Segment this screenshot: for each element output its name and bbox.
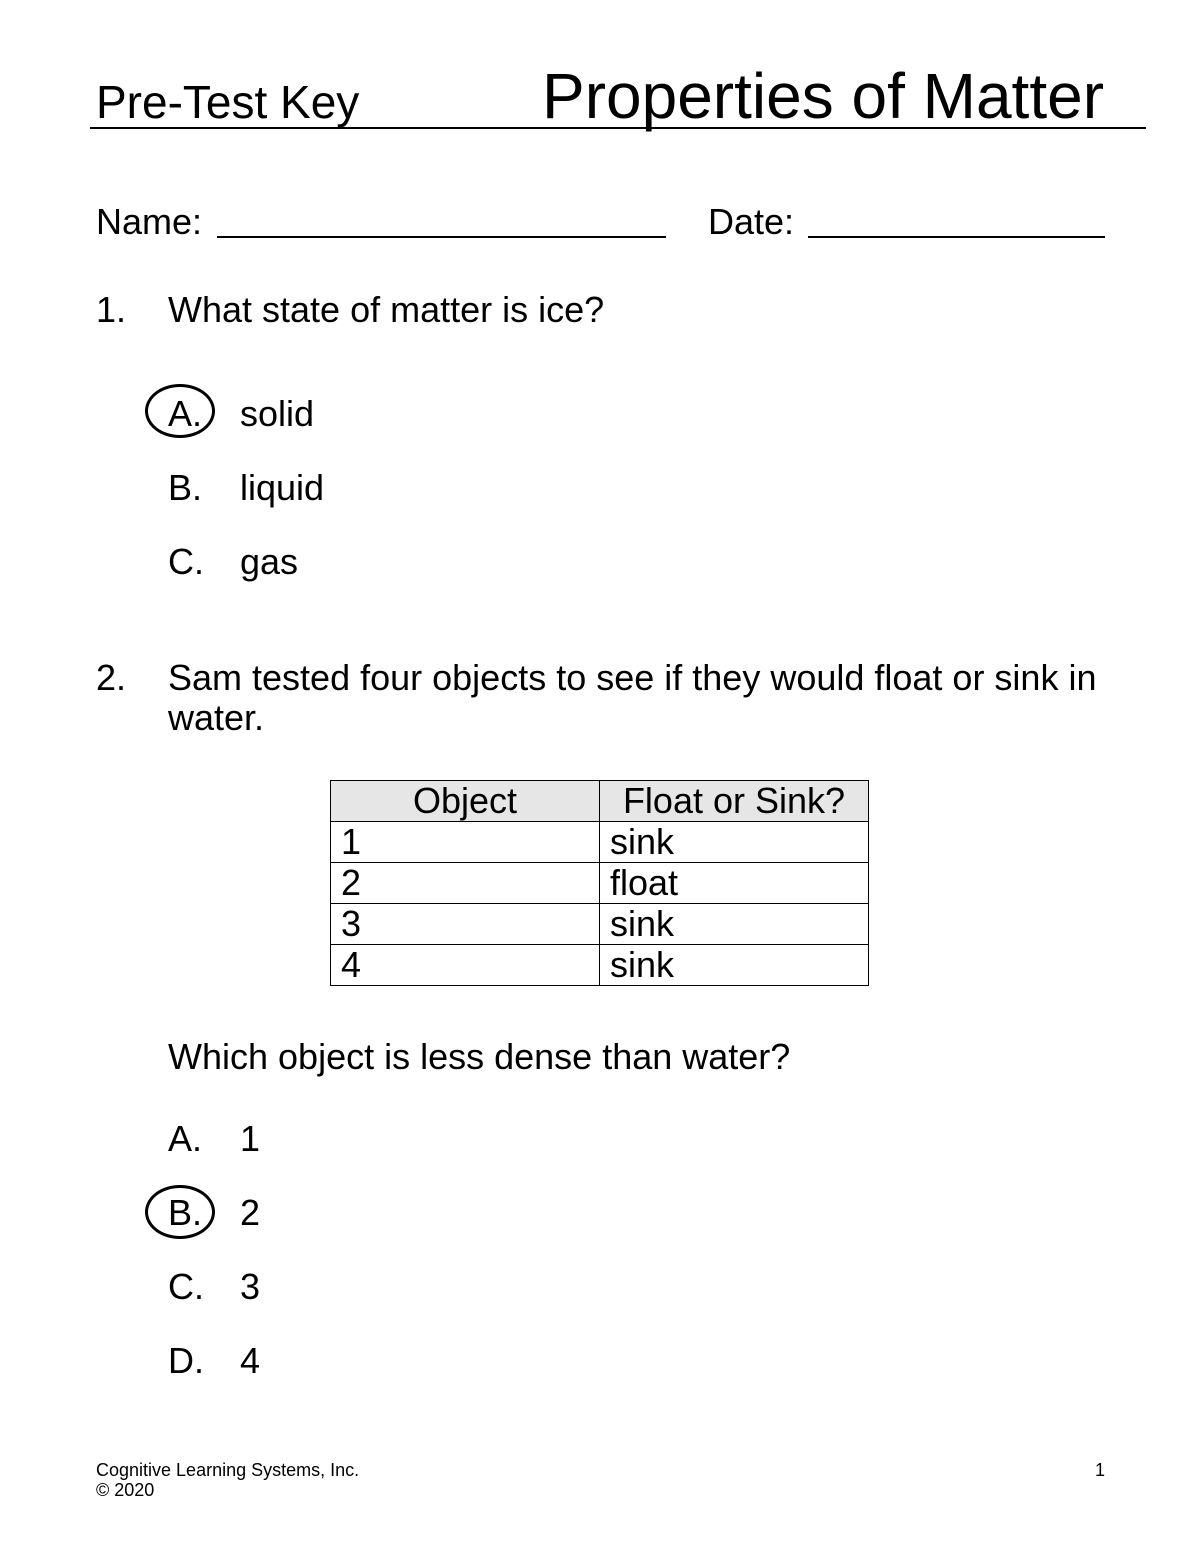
table-cell: 2 [331, 863, 600, 904]
table-header-row [331, 781, 869, 822]
option-letter: D. [168, 1340, 204, 1381]
option-text: 4 [240, 1340, 261, 1381]
name-field[interactable] [217, 236, 666, 238]
date-label: Date: [708, 201, 795, 242]
option-text: gas [240, 541, 299, 582]
option-letter: B. [168, 1192, 203, 1233]
option-letter: A. [168, 1118, 203, 1159]
column-header: Float or Sink? [600, 781, 869, 822]
table-cell: sink [600, 945, 869, 986]
table-row [331, 904, 869, 945]
table-row [331, 863, 869, 904]
table-cell: sink [600, 904, 869, 945]
column-header: Object [331, 781, 600, 822]
table-row [331, 945, 869, 986]
table-cell: sink [600, 822, 869, 863]
question-text: Sam tested four objects to see if they would float or sink in [168, 657, 1097, 698]
table-cell: float [600, 863, 869, 904]
table-cell: 3 [331, 904, 600, 945]
option-text: 3 [240, 1266, 261, 1307]
table-cell: 1 [331, 822, 600, 863]
footer-copyright: © 2020 [96, 1480, 155, 1500]
date-field[interactable] [808, 236, 1105, 238]
question-number: 2. [96, 657, 127, 698]
option-text: 2 [240, 1192, 261, 1233]
question-number: 1. [96, 289, 127, 330]
page-number: 1 [1095, 1460, 1106, 1480]
question-text: What state of matter is ice? [168, 289, 605, 330]
test-key-label: Pre-Test Key [96, 76, 360, 128]
option-letter: B. [168, 467, 203, 508]
name-label: Name: [96, 201, 203, 242]
results-table [330, 780, 869, 986]
footer-company: Cognitive Learning Systems, Inc. [96, 1460, 360, 1480]
page-title: Properties of Matter [542, 60, 1104, 132]
option-letter: C. [168, 541, 204, 582]
option-text: liquid [240, 467, 325, 508]
option-text: solid [240, 393, 315, 434]
header-divider [90, 127, 1146, 129]
option-letter: C. [168, 1266, 204, 1307]
question-prompt: Which object is less dense than water? [168, 1036, 791, 1077]
option-letter: A. [168, 393, 203, 434]
question-text-continued: water. [168, 697, 265, 738]
table-row [331, 822, 869, 863]
option-text: 1 [240, 1118, 261, 1159]
table-cell: 4 [331, 945, 600, 986]
